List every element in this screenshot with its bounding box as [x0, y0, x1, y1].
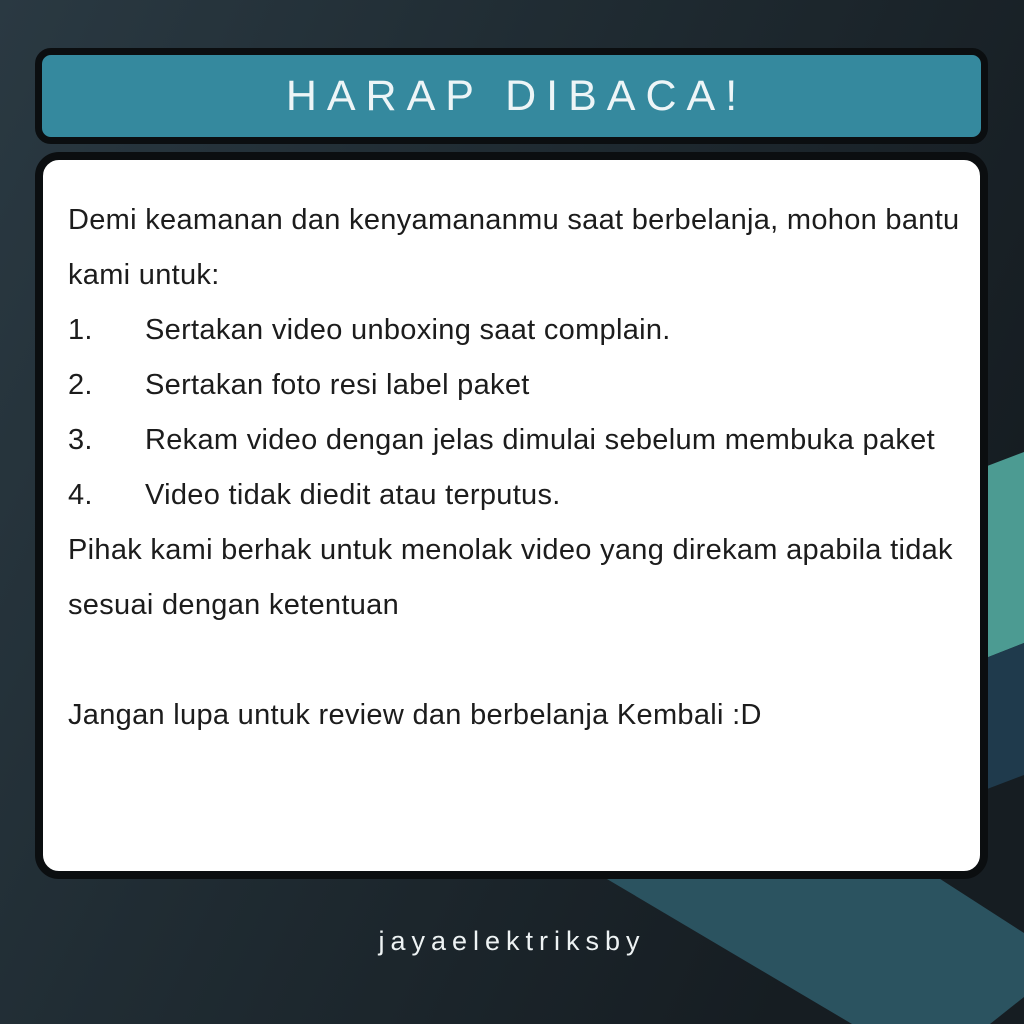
list-item-number: 3. — [68, 424, 93, 456]
intro-line: kami untuk: — [68, 259, 220, 291]
store-name: jayaelektriksby — [378, 926, 646, 956]
closing-line: Pihak kami berhak untuk menolak video yang direkam apabila tidak — [68, 534, 953, 566]
list-item — [68, 303, 960, 358]
notice-card-content — [43, 160, 980, 743]
reminder-line: Jangan lupa untuk review dan berbelanja Kembali :D — [68, 699, 762, 731]
blank-line — [68, 633, 960, 688]
list-item-number: 2. — [68, 369, 93, 401]
closing-line: sesuai dengan ketentuan — [68, 589, 399, 621]
intro-line: Demi keamanan dan kenyamananmu saat berbelanja, mohon bantu — [68, 204, 960, 236]
list-item-text: Video tidak diedit atau terputus. — [145, 479, 561, 511]
list-item — [68, 468, 960, 523]
list-item-text: Sertakan video unboxing saat complain. — [145, 314, 671, 346]
banner — [35, 48, 988, 144]
list-item — [68, 358, 960, 413]
list-item-text: Rekam video dengan jelas dimulai sebelum membuka paket — [145, 424, 935, 456]
banner-title: HARAP DIBACA! — [285, 71, 748, 120]
list-item-number: 4. — [68, 479, 93, 511]
list-item-text: Sertakan foto resi label paket — [145, 369, 530, 401]
list-item-number: 1. — [68, 314, 93, 346]
list-item — [68, 413, 960, 468]
notice-card — [35, 152, 988, 879]
